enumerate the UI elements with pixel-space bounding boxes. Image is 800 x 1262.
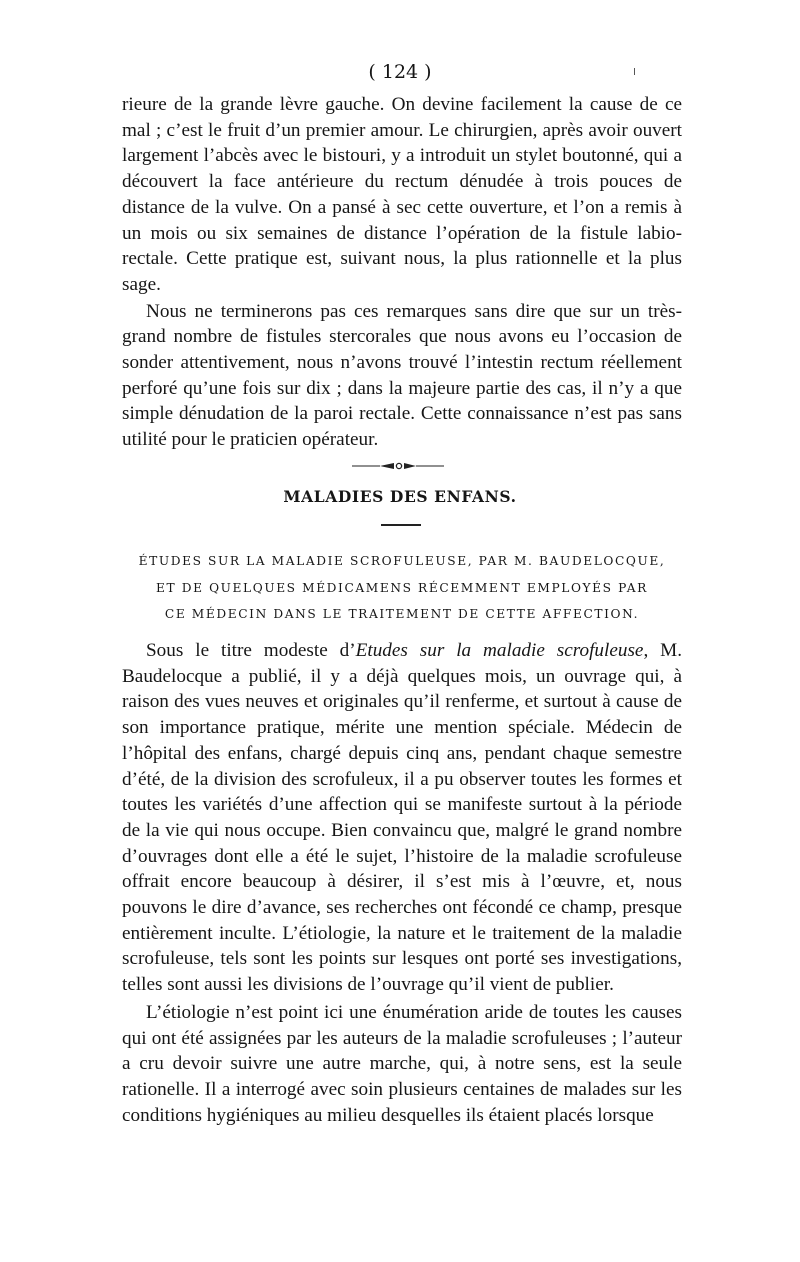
page-number: ( 124 ) xyxy=(368,61,432,83)
paragraph-remarks: Nous ne terminerons pas ces remarques sans dire que sur un très-grand nombre de fistules stercorales que nous avons eu l’occasion de sonder attentivement, nous n’avons trouvé l’intestin rectum réellement perforé qu’une fois sur dix ; dans la majeure partie des cas, il n’y a que simple dénudation de la paroi rectale. Cette connaissance n’est pas sans utilité pour le praticien opérateur. xyxy=(122,300,682,451)
section-title: MALADIES DES ENFANS. xyxy=(283,487,517,506)
print-mark xyxy=(634,68,635,75)
intro-text-start: Sous le titre modeste d’ xyxy=(146,640,356,661)
intro-text-rest: , M. Baudelocque a publié, il y a déjà quelques mois, un ouvrage qui, à raison des vues neuves et originales qu’il renferme, et surtout à cause de son importance pratique, mérite une mention spéciale. Médecin de l’hôpital des enfans, chargé depuis cinq ans, pendant chaque semestre d’été, de la division des scrofuleux, il a pu observer toutes les formes et toutes les variétés d’une affection qui se manifeste surtout à la période de la vie qui nous occupe. Bien convaincu que, malgré le grand nombre d’ouvrages dont elle a été le sujet, l’histoire de la maladie scrofuleuse offrait encore beaucoup à désirer, il s’est mis à l’œuvre, et, nous pouvons le dire d’avance, ses recherches ont fécondé ce champ, presque entièrement inculte. L’étiologie, la nature et le traitement de la maladie scrofuleuse, tels sont les points sur lesques ont porté ses investigations, telles sont aussi les divisions de l’ouvrage qu’il vient de publier. xyxy=(122,640,683,996)
section-ornament xyxy=(350,459,446,473)
title-rule xyxy=(381,524,421,526)
subheading-line: ET DE QUELQUES MÉDICAMENS RÉCEMMENT EMPLOYÉS PAR xyxy=(156,580,648,595)
article-text-block xyxy=(122,638,682,1128)
book-title-italic: Etudes sur la maladie scrofuleuse xyxy=(355,640,644,661)
paragraph-intro xyxy=(122,638,682,998)
article-subheading xyxy=(122,548,682,628)
paragraph-continuation: rieure de la grande lèvre gauche. On devine facilement la cause de ce mal ; c’est le fruit d’un premier amour. Le chirurgien, après avoir ouvert largement l’abcès avec le bistouri, y a introduit un stylet boutonné, qui a découvert la face antérieure du rectum dénudée à trois pouces de distance de la vulve. On a pansé à sec cette ouverture, et l’on a remis à un mois ou six semaines de distance l’opération de la fistule labio-rectale. Cette pratique est, suivant nous, la plus rationnelle et la plus sage. xyxy=(122,94,682,295)
subheading-line: CE MÉDECIN DANS LE TRAITEMENT DE CETTE AFFECTION. xyxy=(164,607,640,621)
subheading-line: ÉTUDES SUR LA MALADIE SCROFULEUSE, PAR M. BAUDELOCQUE, xyxy=(138,554,666,568)
top-text-block xyxy=(122,92,682,453)
paragraph-etiology: L’étiologie n’est point ici une énumération aride de toutes les causes qui ont été assignées par les auteurs de la maladie scrofuleuses ; l’auteur a cru devoir suivre une autre marche, qui, à notre sens, est la seule rationelle. Il a interrogé avec soin plusieurs centaines de malades sur les conditions hygiéniques au milieu desquelles ils étaient placés lorsque xyxy=(122,1001,682,1126)
